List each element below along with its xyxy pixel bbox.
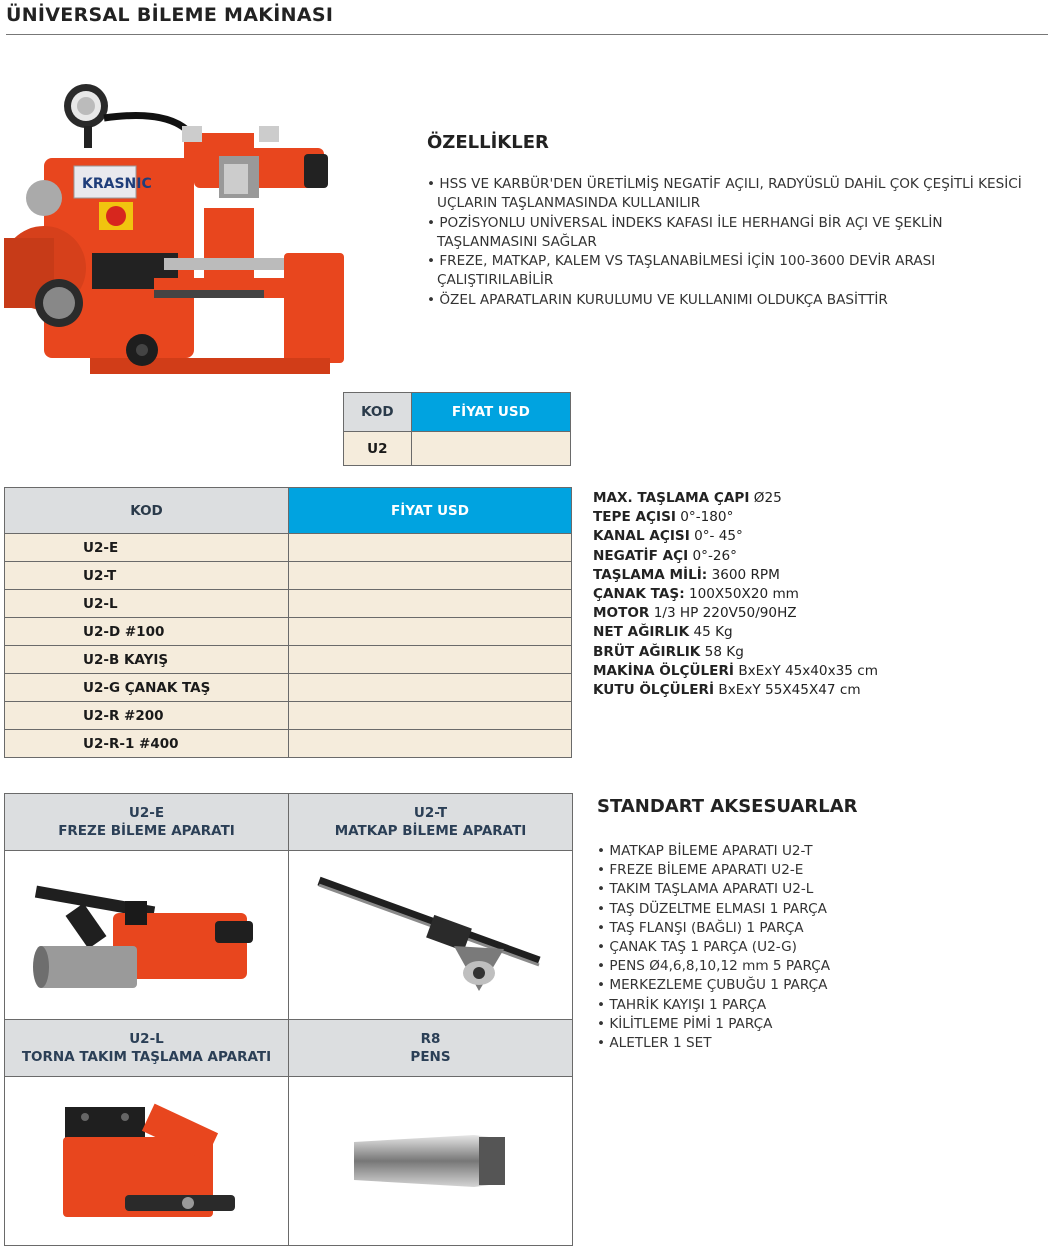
apparatus-header-u2l xyxy=(5,1020,289,1077)
feature-item: • FREZE, MATKAP, KALEM VS TAŞLANABİLMESİ İÇİN 100-3600 DEVİR ARASI ÇALIŞTIRILABİLİR xyxy=(427,252,1037,291)
spec-row xyxy=(593,681,878,700)
apparatus-code: U2-L xyxy=(129,1031,164,1047)
brand-logo: KRASNIC xyxy=(82,176,152,192)
kod-cell: U2-T xyxy=(5,562,289,590)
kod-header: KOD xyxy=(5,488,289,534)
spec-row xyxy=(593,662,878,681)
kod-cell: U2-G ÇANAK TAŞ xyxy=(5,674,289,702)
kod-header: KOD xyxy=(344,393,412,432)
accessory-item: • ÇANAK TAŞ 1 PARÇA (U2-G) xyxy=(597,938,830,957)
spec-row xyxy=(593,643,878,662)
apparatus-image-u2l xyxy=(5,1077,289,1246)
kod-cell: U2-L xyxy=(5,590,289,618)
feature-item: • POZİSYONLU UNİVERSAL İNDEKS KAFASI İLE HERHANGİ BİR AÇI VE ŞEKLİN TAŞLANMASINI SAĞLAR xyxy=(427,214,1037,253)
price-cell xyxy=(289,646,572,674)
table-row xyxy=(5,534,572,562)
apparatus-header-u2e xyxy=(5,794,289,851)
table-row xyxy=(5,562,572,590)
table-row xyxy=(5,702,572,730)
price-cell xyxy=(411,432,570,466)
spec-label: NEGATİF AÇI xyxy=(593,547,689,564)
page-title: ÜNİVERSAL BİLEME MAKİNASI xyxy=(6,4,334,26)
spec-value: 100X50X20 mm xyxy=(688,586,799,603)
accessory-item: • PENS Ø4,6,8,10,12 mm 5 PARÇA xyxy=(597,957,830,976)
accessories-heading: STANDART AKSESUARLAR xyxy=(597,796,858,817)
spec-value: 0°-26° xyxy=(692,547,737,564)
spec-row xyxy=(593,604,878,623)
feature-item: • ÖZEL APARATLARIN KURULUMU VE KULLANIMI OLDUKÇA BASİTTİR xyxy=(427,291,1037,310)
price-cell xyxy=(289,702,572,730)
apparatus-code: R8 xyxy=(420,1031,441,1047)
price-cell xyxy=(289,534,572,562)
features-list xyxy=(427,175,1037,310)
accessory-item: • TAKIM TAŞLAMA APARATI U2-L xyxy=(597,880,830,899)
spec-label: TEPE AÇISI xyxy=(593,509,676,526)
spec-label: ÇANAK TAŞ: xyxy=(593,586,685,603)
accessory-item: • TAŞ FLANŞI (BAĞLI) 1 PARÇA xyxy=(597,919,830,938)
table-row xyxy=(5,646,572,674)
accessory-item: • FREZE BİLEME APARATI U2-E xyxy=(597,861,830,880)
price-header: FİYAT USD xyxy=(289,488,572,534)
apparatus-name: TORNA TAKIM TAŞLAMA APARATI xyxy=(21,1049,272,1065)
spec-value: 3600 RPM xyxy=(711,566,780,583)
spec-value: 1/3 HP 220V50/90HZ xyxy=(653,605,797,622)
spec-label: TAŞLAMA MİLİ: xyxy=(593,566,708,583)
spec-value: Ø25 xyxy=(753,490,782,506)
apparatus-name: PENS xyxy=(410,1049,451,1065)
accessory-item: • ALETLER 1 SET xyxy=(597,1034,830,1053)
spec-label: BRÜT AĞIRLIK xyxy=(593,643,701,660)
price-cell xyxy=(289,618,572,646)
kod-cell: U2-R-1 #400 xyxy=(5,730,289,758)
machine-price-table xyxy=(343,392,571,466)
kod-cell: U2-E xyxy=(5,534,289,562)
kod-cell: U2-B KAYIŞ xyxy=(5,646,289,674)
spec-value: 0°-180° xyxy=(680,509,734,526)
kod-cell: U2-R #200 xyxy=(5,702,289,730)
feature-item: • HSS VE KARBÜR'DEN ÜRETİLMİŞ NEGATİF AÇILI, RADYÜSLÜ DAHİL ÇOK ÇEŞİTLİ KESİCİ UÇLARIN TAŞLANMASINDA KULLANILIR xyxy=(427,175,1037,214)
spec-label: MOTOR xyxy=(593,605,650,622)
spec-label: MAKİNA ÖLÇÜLERİ xyxy=(593,662,734,679)
features-heading: ÖZELLİKLER xyxy=(427,132,549,153)
table-row xyxy=(5,618,572,646)
spec-row xyxy=(593,566,878,585)
price-header: FİYAT USD xyxy=(411,393,570,432)
apparatus-code: U2-E xyxy=(128,805,165,821)
apparatus-image-u2e xyxy=(5,851,289,1020)
apparatus-grid xyxy=(4,793,573,1246)
accessory-item: • MATKAP BİLEME APARATI U2-T xyxy=(597,842,830,861)
table-row xyxy=(5,590,572,618)
price-cell xyxy=(289,674,572,702)
accessory-item: • TAHRİK KAYIŞI 1 PARÇA xyxy=(597,996,830,1015)
spec-value: 45 Kg xyxy=(693,624,733,641)
apparatus-name: MATKAP BİLEME APARATI xyxy=(334,823,527,839)
apparatus-image-r8 xyxy=(289,1077,573,1246)
spec-row xyxy=(593,489,878,508)
spec-value: BxExY 45x40x35 cm xyxy=(738,662,878,679)
machine-image xyxy=(4,78,346,390)
spec-row xyxy=(593,508,878,527)
accessories-list xyxy=(597,842,830,1053)
spec-value: 58 Kg xyxy=(704,643,744,660)
price-cell xyxy=(289,590,572,618)
kod-cell: U2 xyxy=(344,432,412,466)
price-cell xyxy=(289,562,572,590)
spec-label: KANAL AÇISI xyxy=(593,528,690,545)
apparatus-image-u2t xyxy=(289,851,573,1020)
table-row xyxy=(5,730,572,758)
apparatus-header-u2t xyxy=(289,794,573,851)
kod-cell: U2-D #100 xyxy=(5,618,289,646)
apparatus-code: U2-T xyxy=(413,805,448,821)
spec-row xyxy=(593,623,878,642)
spec-value: 0°- 45° xyxy=(694,528,743,545)
accessory-item: • KİLİTLEME PİMİ 1 PARÇA xyxy=(597,1015,830,1034)
spec-row xyxy=(593,585,878,604)
price-cell xyxy=(289,730,572,758)
apparatus-name: FREZE BİLEME APARATI xyxy=(58,823,235,839)
spec-label: KUTU ÖLÇÜLERİ xyxy=(593,682,715,699)
table-row xyxy=(5,674,572,702)
spec-row xyxy=(593,527,878,546)
title-divider xyxy=(6,34,1048,35)
spec-value: BxExY 55X45X47 cm xyxy=(718,682,861,699)
spec-label: MAX. TAŞLAMA ÇAPI xyxy=(593,490,750,506)
parts-price-table xyxy=(4,487,572,758)
accessory-item: • MERKEZLEME ÇUBUĞU 1 PARÇA xyxy=(597,976,830,995)
accessory-item: • TAŞ DÜZELTME ELMASI 1 PARÇA xyxy=(597,900,830,919)
specs-list xyxy=(593,489,878,700)
spec-label: NET AĞIRLIK xyxy=(593,624,690,641)
apparatus-header-r8 xyxy=(289,1020,573,1077)
spec-row xyxy=(593,547,878,566)
